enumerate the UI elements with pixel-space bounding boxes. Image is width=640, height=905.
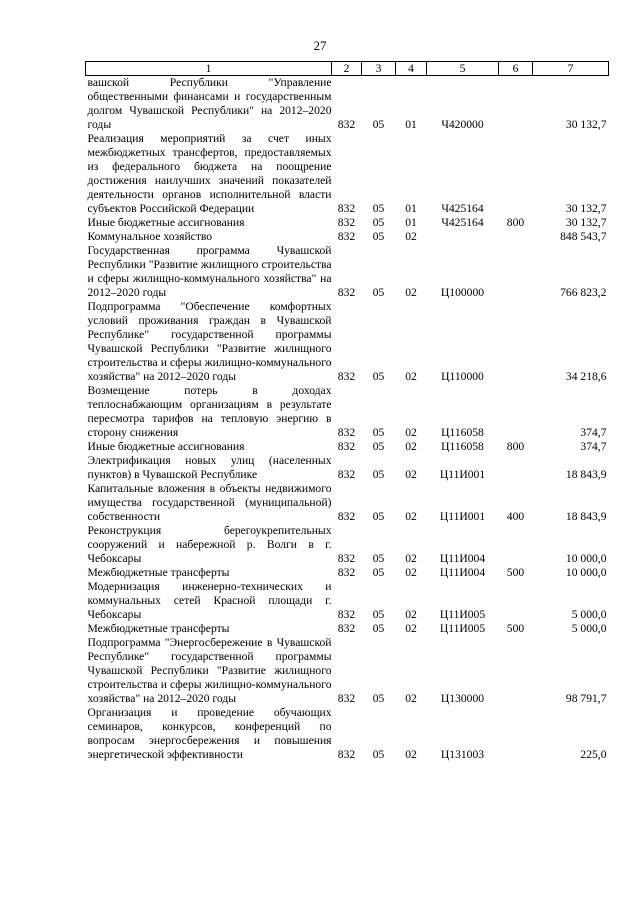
row-admin-code: 832 [337, 608, 356, 621]
row-subsection: 01 [405, 202, 417, 215]
row-subsection: 02 [405, 286, 417, 299]
table-row [86, 580, 609, 622]
header-col-7: 7 [533, 62, 609, 76]
row-name: Реализация мероприятий за счет иных межбюджетных трансфертов, предоставляемых из федерального бюджета на поощрение достижения наилучших значений показателей деятельности органов исполнительной власти субъектов Российской Федерации [87, 132, 332, 215]
row-amount: 30 132,7 [565, 118, 607, 131]
row-name: Реконструкция берегоукрепительных сооружений и набережной р. Волги в г. Чебоксары [87, 524, 332, 565]
row-subsection: 01 [405, 216, 417, 229]
row-amount: 848 543,7 [560, 230, 607, 243]
row-subsection: 02 [405, 748, 417, 761]
row-admin-code: 832 [337, 440, 356, 453]
table-row [86, 300, 609, 384]
table-row [86, 216, 609, 230]
row-target-article [427, 230, 499, 244]
row-section: 05 [372, 440, 385, 453]
header-col-1: 1 [86, 62, 332, 76]
row-expense-type [499, 132, 533, 216]
table-row [86, 244, 609, 300]
row-name: Капитальные вложения в объекты недвижимого имущества государственной (муниципальной) собственности [87, 482, 332, 523]
row-subsection: 02 [405, 552, 417, 565]
row-admin-code: 832 [337, 426, 356, 439]
table-row [86, 132, 609, 216]
row-subsection: 01 [405, 118, 417, 131]
row-section: 05 [372, 748, 385, 761]
row-target-article: Ц130000 [440, 692, 485, 705]
row-target-article: Ц11И005 [439, 622, 486, 635]
row-amount: 34 218,6 [565, 370, 607, 383]
row-name: Межбюджетные трансферты [87, 622, 230, 635]
row-admin-code: 832 [337, 468, 356, 481]
row-admin-code: 832 [337, 286, 356, 299]
row-amount: 374,7 [580, 426, 607, 439]
page-number: 27 [313, 38, 327, 53]
row-amount: 10 000,0 [565, 552, 607, 565]
row-admin-code: 832 [337, 510, 356, 523]
row-name: Коммунальное хозяйство [87, 230, 213, 243]
row-expense-type: 800 [506, 216, 525, 229]
row-expense-type [499, 244, 533, 300]
row-section: 05 [372, 118, 385, 131]
row-section: 05 [372, 510, 385, 523]
budget-table [85, 61, 609, 762]
row-section: 05 [372, 202, 385, 215]
row-admin-code: 832 [337, 552, 356, 565]
row-expense-type [499, 384, 533, 440]
header-col-4: 4 [396, 62, 427, 76]
row-subsection: 02 [405, 468, 417, 481]
row-section: 05 [372, 468, 385, 481]
row-target-article: Ц11И005 [439, 608, 486, 621]
row-subsection: 02 [405, 370, 417, 383]
row-amount: 225,0 [580, 748, 607, 761]
row-name: Электрификация новых улиц (населенных пунктов) в Чувашской Республике [87, 454, 332, 481]
row-target-article: Ц11И001 [439, 468, 486, 481]
row-admin-code: 832 [337, 622, 356, 635]
row-amount: 5 000,0 [571, 622, 607, 635]
row-target-article: Ц116058 [441, 440, 484, 453]
row-subsection: 02 [405, 440, 417, 453]
row-expense-type: 400 [506, 510, 525, 523]
header-col-5: 5 [427, 62, 499, 76]
row-name: Межбюджетные трансферты [87, 566, 230, 579]
row-admin-code: 832 [337, 566, 356, 579]
row-subsection: 02 [405, 608, 417, 621]
table-header-row [86, 62, 609, 76]
table-row [86, 482, 609, 524]
row-target-article: Ц11И004 [439, 566, 486, 579]
row-name: вашской Республики "Управление общественными финансами и государственным долгом Чувашской Республики" на 2012–2020 годы [87, 76, 332, 131]
row-name: Возмещение потерь в доходах теплоснабжающим организациям в результате пересмотра тарифов на тепловую энергию в сторону снижения [87, 384, 332, 439]
row-name: Иные бюджетные ассигнования [87, 440, 245, 453]
row-section: 05 [372, 370, 385, 383]
row-amount: 18 843,9 [565, 510, 607, 523]
row-section: 05 [372, 426, 385, 439]
row-target-article: Ч420000 [441, 118, 484, 131]
row-subsection: 02 [405, 510, 417, 523]
header-col-3: 3 [362, 62, 396, 76]
table-row [86, 622, 609, 636]
row-name: Иные бюджетные ассигнования [87, 216, 245, 229]
row-amount: 5 000,0 [571, 608, 607, 621]
row-section: 05 [372, 552, 385, 565]
table-row [86, 636, 609, 706]
row-subsection: 02 [405, 230, 417, 243]
row-section: 05 [372, 216, 385, 229]
row-expense-type [499, 454, 533, 482]
row-amount: 98 791,7 [565, 692, 607, 705]
row-target-article: Ц116058 [441, 426, 484, 439]
row-subsection: 02 [405, 426, 417, 439]
row-amount: 30 132,7 [565, 202, 607, 215]
row-section: 05 [372, 608, 385, 621]
table-row [86, 706, 609, 762]
row-expense-type [499, 706, 533, 762]
row-target-article: Ц11И001 [439, 510, 486, 523]
row-admin-code: 832 [337, 202, 356, 215]
table-row [86, 230, 609, 244]
row-section: 05 [372, 622, 385, 635]
row-target-article: Ч425164 [441, 202, 484, 215]
row-amount: 30 132,7 [565, 216, 607, 229]
row-admin-code: 832 [337, 118, 356, 131]
row-name: Государственная программа Чувашской Республики "Развитие жилищного строительства и сферы жилищно-коммунального хозяйства" на 2012–2020 годы [87, 244, 332, 299]
row-section: 05 [372, 692, 385, 705]
row-name: Подпрограмма "Энергосбережение в Чувашской Республике" государственной программы Чувашской Республики "Развитие жилищного строительства и сферы жилищно-коммунального хозяйства" на 2012–2020 годы [87, 636, 332, 705]
row-target-article: Ц110000 [441, 370, 484, 383]
row-section: 05 [372, 230, 385, 243]
row-admin-code: 832 [337, 748, 356, 761]
row-expense-type: 800 [506, 440, 525, 453]
row-amount: 374,7 [580, 440, 607, 453]
table-row [86, 566, 609, 580]
row-section: 05 [372, 286, 385, 299]
row-admin-code: 832 [337, 216, 356, 229]
row-name: Подпрограмма "Обеспечение комфортных условий проживания граждан в Чувашской Республике" государственной программы Чувашской Республики "Развитие жилищного строительства и сферы жилищно-коммунального хозяйства" на 2012–2020 годы [87, 300, 332, 383]
row-target-article: Ц131003 [440, 748, 485, 761]
row-admin-code: 832 [337, 692, 356, 705]
table-row [86, 76, 609, 133]
row-subsection: 02 [405, 622, 417, 635]
row-amount: 18 843,9 [565, 468, 607, 481]
row-name: Модернизация инженерно-технических и коммунальных сетей Красной площади г. Чебоксары [87, 580, 332, 621]
table-row [86, 454, 609, 482]
table-row [86, 524, 609, 566]
row-subsection: 02 [405, 692, 417, 705]
row-expense-type [499, 636, 533, 706]
row-expense-type [499, 580, 533, 622]
row-amount: 766 823,2 [560, 286, 607, 299]
table-row [86, 440, 609, 454]
row-admin-code: 832 [337, 230, 356, 243]
row-admin-code: 832 [337, 370, 356, 383]
row-target-article: Ч425164 [441, 216, 484, 229]
table-row [86, 384, 609, 440]
row-amount: 10 000,0 [565, 566, 607, 579]
row-expense-type [499, 524, 533, 566]
row-expense-type [499, 230, 533, 244]
row-target-article: Ц11И004 [439, 552, 486, 565]
row-expense-type: 500 [506, 622, 525, 635]
header-col-2: 2 [332, 62, 362, 76]
row-expense-type [499, 300, 533, 384]
row-name: Организация и проведение обучающих семинаров, конкурсов, конференций по вопросам энергосбережения и повышения энергетической эффективности [87, 706, 332, 761]
row-expense-type [499, 76, 533, 133]
row-section: 05 [372, 566, 385, 579]
row-subsection: 02 [405, 566, 417, 579]
row-expense-type: 500 [506, 566, 525, 579]
header-col-6: 6 [499, 62, 533, 76]
row-target-article: Ц100000 [440, 286, 485, 299]
